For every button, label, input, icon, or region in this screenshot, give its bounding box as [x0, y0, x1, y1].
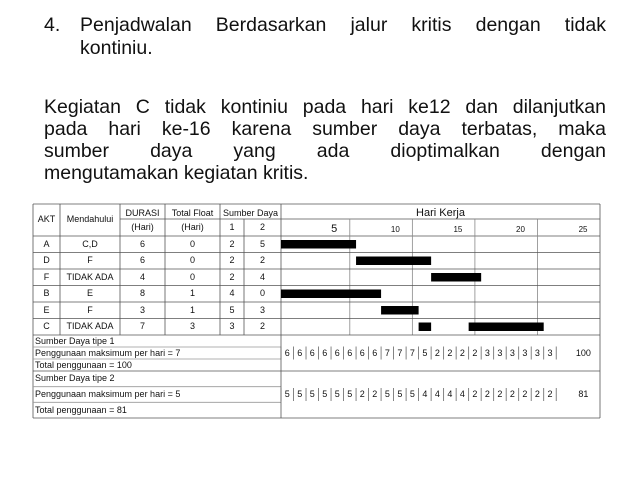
resource-2-day-value: 4: [447, 389, 453, 399]
cell-mendahului: C,D: [82, 238, 98, 249]
resource-1-day-value: 6: [359, 347, 365, 358]
resource-1-day-value: 2: [459, 347, 465, 358]
resource-1-day-value: 2: [434, 347, 440, 358]
cell-akt: E: [43, 304, 50, 315]
resource-1-day-value: 3: [547, 347, 553, 358]
resource-2-day-value: 2: [484, 389, 490, 399]
header-durasi: DURASI: [125, 207, 160, 218]
cell-sd2: 4: [259, 271, 265, 282]
cell-float: 0: [189, 238, 195, 249]
cell-float: 3: [189, 321, 195, 332]
cell-durasi: 6: [139, 255, 145, 266]
header-sd-1: 1: [229, 221, 235, 232]
cell-sd1: 2: [229, 255, 235, 266]
day-tick: 15: [453, 225, 463, 234]
resource-1-day-value: 3: [497, 347, 503, 358]
header-hari-kerja: Hari Kerja: [416, 207, 465, 219]
gantt-bar: [381, 306, 419, 315]
day-tick: 25: [578, 225, 588, 234]
cell-mendahului: F: [87, 304, 93, 315]
resource-1-day-value: 7: [409, 347, 415, 358]
resource-1-day-value: 2: [472, 347, 478, 358]
cell-mendahului: F: [87, 255, 93, 266]
resource-1-day-value: 3: [534, 347, 540, 358]
resource-1-day-value: 3: [509, 347, 515, 358]
resource-2-title: Sumber Daya tipe 2: [35, 373, 115, 384]
resource-2-day-value: 5: [309, 389, 315, 399]
paragraph-line: mengutamakan kegiatan kritis.: [44, 162, 309, 184]
cell-float: 1: [189, 304, 195, 315]
paragraph-line: sumber daya yang ada dioptimalkan dengan: [44, 140, 606, 162]
resource-1-title: Sumber Daya tipe 1: [35, 335, 115, 346]
cell-sd1: 3: [229, 321, 235, 332]
day-tick: 20: [516, 225, 525, 234]
cell-float: 0: [189, 255, 195, 266]
cell-mendahului: TIDAK ADA: [66, 271, 114, 282]
resource-2-max: Penggunaan maksimum per hari = 5: [35, 388, 181, 399]
header-total-float-unit: (Hari): [181, 221, 204, 232]
resource-2-day-value: 2: [509, 389, 515, 399]
resource-2-day-value: 4: [434, 389, 440, 399]
cell-akt: A: [43, 238, 50, 249]
resource-1-day-value: 6: [284, 347, 290, 358]
resource-2-day-value: 5: [322, 389, 328, 399]
resource-1-day-value: 6: [297, 347, 303, 358]
resource-1-day-value: 6: [309, 347, 315, 358]
cell-akt: D: [43, 255, 50, 266]
resource-2-day-value: 2: [472, 389, 478, 399]
resource-1-day-value: 7: [397, 347, 403, 358]
resource-2-day-value: 5: [297, 389, 303, 399]
cell-sd2: 5: [259, 238, 265, 249]
gantt-bar: [469, 323, 544, 332]
cell-sd2: 2: [259, 255, 265, 266]
resource-2-day-value: 5: [397, 389, 403, 399]
cell-durasi: 4: [139, 271, 145, 282]
cell-sd2: 3: [259, 304, 265, 315]
header-durasi-unit: (Hari): [131, 221, 154, 232]
resource-1-max: Penggunaan maksimum per hari = 7: [35, 347, 181, 358]
resource-2-day-value: 2: [497, 389, 503, 399]
cell-mendahului: TIDAK ADA: [66, 321, 114, 332]
resource-1-day-value: 6: [347, 347, 353, 358]
header-akt: AKT: [37, 213, 56, 224]
gantt-bar: [281, 290, 381, 299]
resource-2-total: Total penggunaan = 81: [35, 404, 127, 415]
day-tick: 5: [331, 222, 338, 235]
resource-1-day-value: 7: [384, 347, 390, 358]
resource-2-day-value: 2: [372, 389, 378, 399]
cell-sd1: 2: [229, 238, 235, 249]
resource-2-day-value: 5: [334, 389, 340, 399]
resource-2-day-value: 2: [359, 389, 365, 399]
cell-durasi: 8: [139, 288, 145, 299]
header-sumber-daya: Sumber Daya: [222, 207, 279, 218]
header-total-float: Total Float: [171, 207, 214, 218]
cell-durasi: 7: [139, 321, 145, 332]
heading-number: 4.: [44, 14, 61, 36]
resource-1-day-value: 6: [334, 347, 340, 358]
resource-1-sum: 100: [575, 347, 591, 358]
day-tick: 10: [390, 225, 400, 234]
resource-2-day-value: 5: [347, 389, 353, 399]
cell-float: 0: [189, 271, 195, 282]
cell-sd1: 4: [229, 288, 235, 299]
resource-2-day-value: 4: [459, 389, 465, 399]
resource-2-day-value: 5: [384, 389, 390, 399]
resource-1-day-value: 6: [372, 347, 378, 358]
cell-sd1: 5: [229, 304, 235, 315]
header-sd-2: 2: [259, 221, 265, 232]
resource-2-day-value: 4: [422, 389, 428, 399]
cell-sd2: 2: [259, 321, 265, 332]
cell-akt: F: [43, 271, 50, 282]
header-mendahului: Mendahului: [66, 213, 114, 224]
paragraph-line: Kegiatan C tidak kontiniu pada hari ke12 dan dilanjutkan: [44, 96, 606, 118]
resource-1-day-value: 3: [484, 347, 490, 358]
cell-akt: B: [43, 288, 50, 299]
resource-2-day-value: 5: [284, 389, 290, 399]
cell-akt: C: [43, 321, 50, 332]
cell-sd2: 0: [259, 288, 265, 299]
heading-line2: kontiniu.: [80, 37, 153, 59]
paragraph-line: pada hari ke-16 karena sumber daya terbatas, maka: [44, 118, 606, 140]
heading-title: Penjadwalan Berdasarkan jalur kritis dengan tidak: [80, 14, 606, 36]
resource-1-total: Total penggunaan = 100: [35, 359, 132, 370]
cell-sd1: 2: [229, 271, 235, 282]
resource-2-day-value: 2: [522, 389, 528, 399]
gantt-bar: [356, 257, 431, 266]
resource-2-day-value: 2: [547, 389, 553, 399]
resource-1-day-value: 5: [422, 347, 428, 358]
gantt-bar: [431, 273, 481, 282]
cell-durasi: 6: [139, 238, 145, 249]
cell-durasi: 3: [139, 304, 145, 315]
gantt-bar: [419, 323, 432, 332]
cell-mendahului: E: [86, 288, 93, 299]
resource-1-day-value: 6: [322, 347, 328, 358]
resource-2-day-value: 2: [534, 389, 540, 399]
resource-2-day-value: 5: [409, 389, 415, 399]
gantt-bar: [281, 240, 356, 249]
cell-float: 1: [189, 288, 195, 299]
resource-2-sum: 81: [578, 389, 589, 399]
resource-1-day-value: 3: [522, 347, 528, 358]
resource-1-day-value: 2: [447, 347, 453, 358]
